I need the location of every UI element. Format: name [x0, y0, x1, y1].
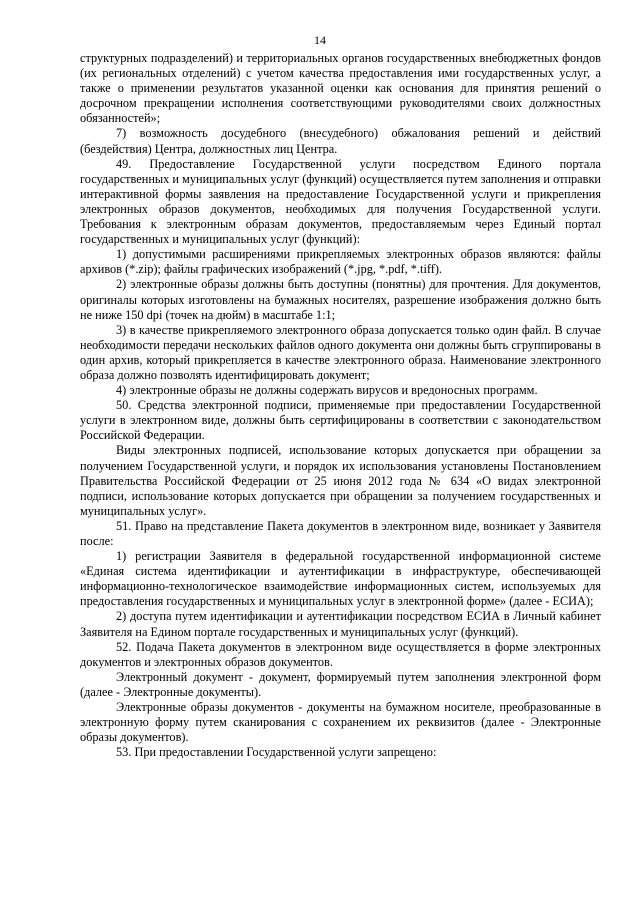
paragraph: 1) допустимыми расширениями прикрепляемых электронных образов являются: файлы архивов (*.zip); файлы графических изображений (*.jpg, *.pdf, *.tiff). [80, 247, 601, 277]
page-number: 14 [314, 33, 326, 47]
paragraph: 53. При предоставлении Государственной услуги запрещено: [116, 745, 437, 760]
paragraph: 49. Предоставление Государственной услуги посредством Единого портала государственных и муниципальных услуг (функций) осуществляется путем заполнения и отправки интерактивной формы заявления на предоставление Государственной услуги и прикрепления электронных образов документов, необходимых для получения Государственной услуги. Требования к электронным образам документов, предоставляемым через Единый портал государственных и муниципальных услуг (функций): [80, 156, 601, 247]
paragraph: 51. Право на представление Пакета документов в электронном виде, возникает у Заявителя после: [80, 518, 601, 548]
paragraph: Электронные образы документов - документы на бумажном носителе, преобразованные в электронную форму путем сканирования с сохранением их реквизитов (далее - Электронные образы документов). [80, 700, 601, 745]
paragraph: 50. Средства электронной подписи, применяемые при предоставлении Государственной услуги в электронном виде, должны быть сертифицированы в соответствии с законодательством Российской Федерации. [80, 398, 601, 443]
paragraph: 2) электронные образы должны быть доступны (понятны) для прочтения. Для документов, оригиналы которых изготовлены на бумажных носителях, разрешение изображения должно быть не ниже 150 dpi (точек на дюйм) в масштабе 1:1; [80, 277, 601, 322]
paragraph: 3) в качестве прикрепляемого электронного образа допускается только один файл. В случае необходимости передачи нескольких файлов одного документа они должны быть сгруппированы в один архив, который прикрепляется в качестве электронного образа. Наименование электронного образа должно позволять идентифицировать документ; [80, 322, 601, 382]
paragraph: 2) доступа путем идентификации и аутентификации посредством ЕСИА в Личный кабинет Заявителя на Едином портале государственных и муниципальных услуг (функций). [80, 609, 601, 639]
paragraph: 52. Подача Пакета документов в электронном виде осуществляется в форме электронных документов и электронных образов документов. [80, 639, 601, 669]
paragraph: 4) электронные образы не должны содержать вирусов и вредоносных программ. [116, 383, 538, 398]
paragraph: структурных подразделений) и территориальных органов государственных внебюджетных фондов (их региональных отделений) с учетом качества предоставления ими государственных услуг, а также о применении результатов указанной оценки как основания для принятия решений о досрочном прекращении исполнения соответствующими руководителями своих должностных обязанностей»; [80, 51, 601, 126]
paragraph: Электронный документ - документ, формируемый путем заполнения электронной форм (далее - Электронные документы). [80, 669, 601, 699]
document-body [80, 51, 601, 760]
paragraph: 7) возможность досудебного (внесудебного) обжалования решений и действий (бездействия) Центра, должностных лиц Центра. [80, 126, 601, 156]
paragraph: Виды электронных подписей, использование которых допускается при обращении за получением Государственной услуги, и порядок их использования установлены Постановлением Правительства Российской Федерации от 25 июня 2012 года № 634 «О видах электронной подписи, использование которых допускается при обращении за получением государственных и муниципальных услуг». [80, 443, 601, 518]
paragraph: 1) регистрации Заявителя в федеральной государственной информационной системе «Единая система идентификации и аутентификации в инфраструктуре, обеспечивающей информационно-технологическое взаимодействие информационных систем, используемых для предоставления государственных и муниципальных услуг в электронной форме» (далее - ЕСИА); [80, 549, 601, 609]
